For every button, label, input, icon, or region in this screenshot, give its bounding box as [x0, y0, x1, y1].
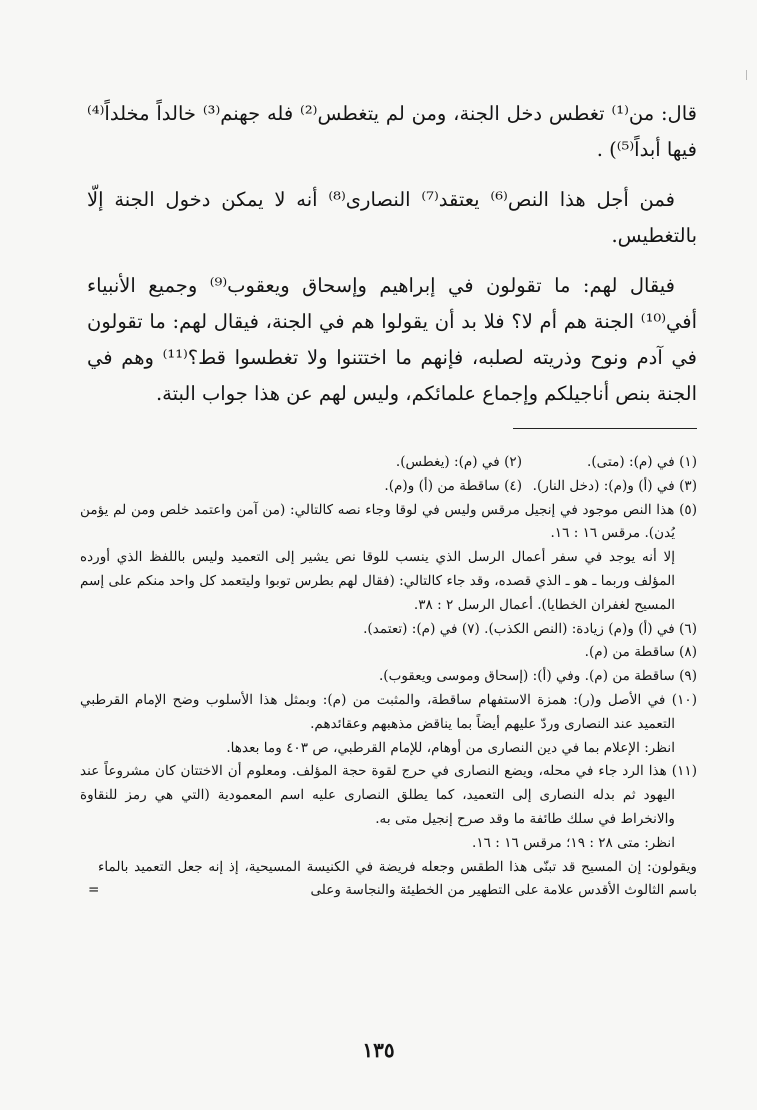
continuation-mark: =: [88, 882, 100, 899]
footnote-row: [80, 475, 697, 499]
footnote-5: (٥) هذا النص موجود في إنجيل مرقس وليس في لوقا وجاء نصه كالتالي: (من آمن واعتمد خلص ومن لم يؤمن يُدن). مرقس ١٦ : ١٦.: [80, 501, 697, 542]
footnote-8: (٨) ساقطة من (م).: [584, 644, 697, 661]
footnote-11-reference: انظر: متى ٢٨ : ١٩؛ مرقس ١٦ : ١٦.: [472, 834, 675, 851]
footnote-10: (١٠) في الأصل و(ر): همزة الاستفهام ساقطة، والمثبت من (م): وبمثل هذا الأسلوب وضح الإمام القرطبي التعميد عند النصارى وردّ عليهم أيضاً بما يناقض مذهبهم وعقائدهم.: [80, 691, 697, 732]
footnote-1: (١) في (م): (متى).: [587, 454, 697, 470]
footnote-11-continued: ويقولون: إن المسيح قد تبنّى هذا الطقس وجعله فريضة في الكنيسة المسيحية، إذ إنه جعل التعميد بالماء باسم الثالوث الأقدس علامة على التطهير من الخطيئة والنجاسة وعلى: [98, 858, 697, 899]
footnote-11-tail-wrap: [80, 856, 697, 904]
paragraph-3: فيقال لهم: ما تقولون في إبراهيم وإسحاق ويعقوب⁽⁹⁾ وجميع الأنبياء أفي⁽¹⁰⁾ الجنة هم أم لا؟ فلا بد أن يقولوا هم في الجنة، فيقال لهم: ما تقولون في آدم ونوح وذريته لصلبه، فإنهم ما اختتنوا ولا تغطسوا قط؟⁽¹¹⁾ وهم في الجنة بنص أناجيلكم وإجماع علمائكم، وليس لهم عن هذا جواب البتة.: [87, 274, 697, 405]
footnote-11: (١١) هذا الرد جاء في محله، ويضع النصارى في حرج لقوة حجة المؤلف. ومعلوم أن الاختتان كان مشروعاً عند اليهود ثم بدله النصارى إلى التعميد، كما يطلق النصارى عليه اسم المعمودية (التي هي رمز للنقاوة والانخراط في سلك طائفة ما وقد صرح إنجيل متى به.: [80, 763, 697, 827]
footnote-2: (٢) في (م): (يغطس).: [395, 454, 522, 470]
main-text: [87, 96, 697, 426]
page-number: ١٣٥: [362, 1038, 395, 1062]
footnote-separator: [513, 428, 697, 429]
footnote-3: (٣) في (أ) و(م): (دخل النار).: [532, 477, 697, 494]
footnote-4: (٤) ساقطة من (أ) و(م).: [384, 477, 522, 494]
footnote-row: [80, 451, 697, 475]
footnote-9: (٩) ساقطة من (م). وفي (أ): (إسحاق وموسى ويعقوب).: [378, 668, 697, 685]
footnotes: [80, 451, 697, 903]
paragraph-2: فمن أجل هذا النص⁽⁶⁾ يعتقد⁽⁷⁾ النصارى⁽⁸⁾ أنه لا يمكن دخول الجنة إلّا بالتغطيس.: [87, 188, 697, 247]
margin-mark: [746, 70, 747, 80]
footnote-6-7: (٦) في (أ) و(م) زيادة: (النص الكذب). (٧) في (م): (تعتمد).: [363, 620, 697, 637]
footnote-5-continued: إلا أنه يوجد في سفر أعمال الرسل الذي ينسب للوقا نص يشير إلى التعميد وليس باللفظ الذي أورده المؤلف وربما ـ هو ـ الذي قصده، وقد جاء كالتالي: (فقال لهم بطرس توبوا وليتعمد كل واحد منكم على إسم المسيح لغفران الخطايا). أعمال الرسل ٢ : ٣٨.: [80, 549, 675, 613]
paragraph-1: قال: من⁽¹⁾ تغطس دخل الجنة، ومن لم يتغطس⁽²⁾ فله جهنم⁽³⁾ خالداً مخلداً⁽⁴⁾ فيها أبداً⁽⁵⁾) .: [87, 102, 697, 161]
footnote-10-reference: انظر: الإعلام بما في دين النصارى من أوهام، للإمام القرطبي، ص ٤٠٣ وما بعدها.: [226, 739, 675, 756]
